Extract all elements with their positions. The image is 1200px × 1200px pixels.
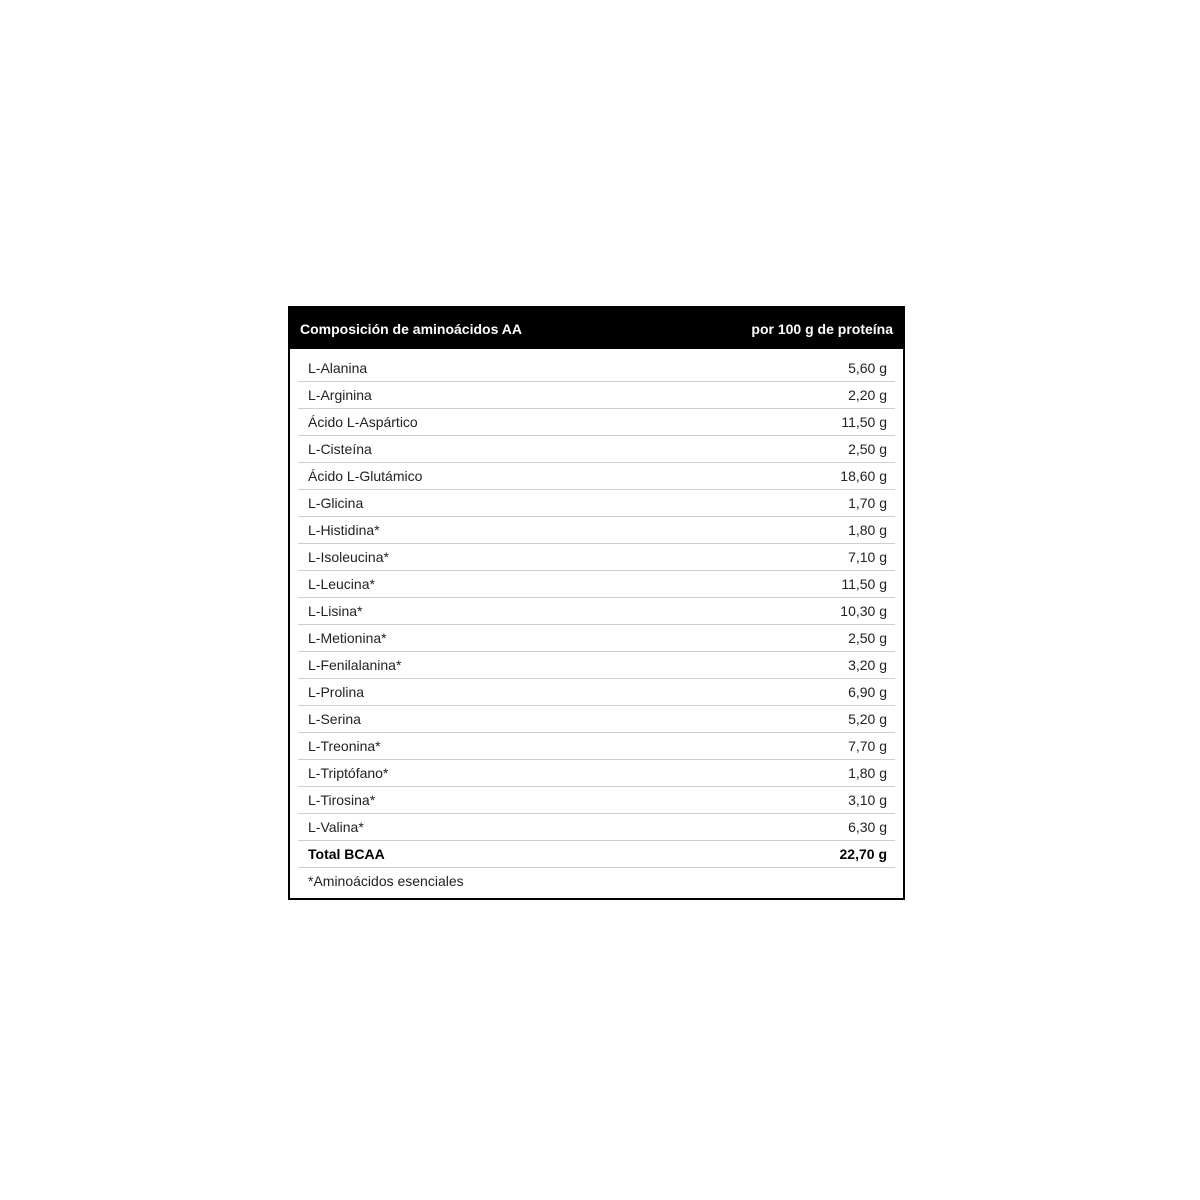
amino-acid-name: L-Histidina* [308,522,380,538]
amino-acid-name: Ácido L-Glutámico [308,468,423,484]
amino-acid-name: L-Tirosina* [308,792,376,808]
amino-acid-name: L-Arginina [308,387,372,403]
table-body [290,355,903,894]
amino-acid-value: 1,80 g [848,765,887,781]
total-row [298,841,895,868]
amino-acid-name: L-Leucina* [308,576,375,592]
table-header [290,308,903,349]
amino-acid-value: 7,70 g [848,738,887,754]
amino-acid-value: 11,50 g [841,414,887,430]
table-row [298,436,895,463]
table-row [298,571,895,598]
amino-acid-value: 2,50 g [848,441,887,457]
amino-acid-value: 5,60 g [848,360,887,376]
amino-acid-name: L-Treonina* [308,738,381,754]
table-row [298,544,895,571]
table-row [298,733,895,760]
total-value: 22,70 g [839,846,887,862]
table-row [298,355,895,382]
header-title: Composición de aminoácidos AA [300,320,522,337]
amino-acid-name: L-Alanina [308,360,368,376]
amino-acid-value: 6,30 g [848,819,887,835]
amino-acid-value: 5,20 g [848,711,887,727]
table-row [298,814,895,841]
table-row [298,463,895,490]
table-row [298,679,895,706]
amino-acid-value: 10,30 g [840,603,887,619]
amino-acid-name: L-Fenilalanina* [308,657,402,673]
amino-acid-name: L-Lisina* [308,603,363,619]
table-row [298,760,895,787]
amino-acid-value: 18,60 g [840,468,887,484]
table-row [298,598,895,625]
amino-acid-value: 1,80 g [848,522,887,538]
amino-acid-name: L-Valina* [308,819,364,835]
amino-acid-name: L-Prolina [308,684,365,700]
total-label: Total BCAA [308,846,385,862]
amino-acid-value: 1,70 g [848,495,887,511]
amino-acid-value: 6,90 g [848,684,887,700]
amino-acid-value: 11,50 g [841,576,887,592]
amino-acid-name: L-Glicina [308,495,364,511]
table-row [298,490,895,517]
amino-acid-name: L-Serina [308,711,361,727]
header-unit: por 100 g de proteína [751,320,893,337]
amino-acid-value: 3,10 g [848,792,887,808]
table-row [298,652,895,679]
amino-acid-name: L-Isoleucina* [308,549,389,565]
amino-acid-name: L-Triptófano* [308,765,389,781]
amino-acid-value: 3,20 g [848,657,887,673]
amino-acid-name: Ácido L-Aspártico [308,414,418,430]
amino-acid-name: L-Metionina* [308,630,387,646]
amino-acid-name: L-Cisteína [308,441,372,457]
amino-acid-value: 7,10 g [848,549,887,565]
table-row [298,517,895,544]
amino-acid-value: 2,50 g [848,630,887,646]
footnote-row [298,868,895,894]
table-row [298,625,895,652]
table-row [298,382,895,409]
table-row [298,706,895,733]
table-row [298,787,895,814]
amino-acid-table [288,306,905,900]
footnote: *Aminoácidos esenciales [308,873,464,889]
amino-acid-value: 2,20 g [848,387,887,403]
table-row [298,409,895,436]
